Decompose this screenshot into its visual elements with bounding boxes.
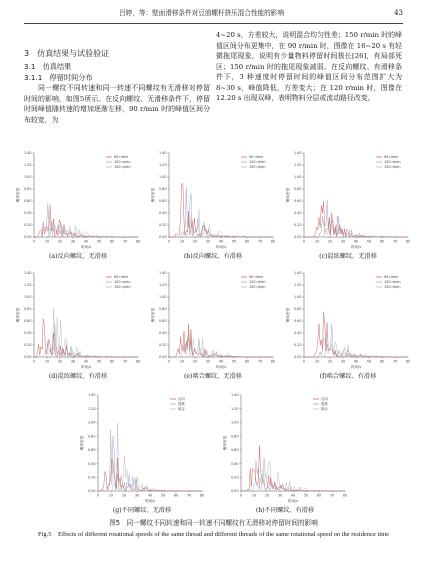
x-axis-label: 时间/s [80, 245, 92, 249]
y-tick-label: 1.40 [293, 151, 302, 156]
x-tick-label: 20 [192, 239, 198, 244]
legend-label: 120 r/min [384, 160, 401, 165]
series-trace [241, 458, 345, 491]
x-tick-label: 10 [179, 239, 185, 244]
y-tick-label: 1.20 [87, 406, 96, 411]
y-tick-label: 0.00 [293, 235, 302, 240]
x-tick-label: 20 [327, 359, 333, 364]
series-trace [34, 319, 138, 357]
legend-label: 啮合 [178, 407, 185, 412]
x-tick-label: 60 [379, 359, 385, 364]
y-tick-label: 0.20 [23, 223, 32, 228]
x-tick-label: 0 [302, 359, 306, 364]
y-tick-label: 0.60 [23, 319, 32, 324]
x-tick-label: 40 [147, 493, 153, 498]
series-trace [169, 324, 273, 357]
x-tick-label: 40 [290, 493, 296, 498]
panel-e-plot [149, 265, 277, 371]
x-tick-label: 30 [205, 359, 211, 364]
x-tick-label: 80 [135, 359, 141, 364]
y-tick-label: 0.00 [158, 355, 167, 360]
y-tick-label: 0.40 [158, 331, 167, 336]
y-tick-label: 0.20 [230, 475, 239, 480]
y-tick-label: 0.00 [23, 355, 32, 360]
y-tick-label: 0.80 [293, 187, 302, 192]
legend-label: 120 r/min [249, 160, 266, 165]
x-tick-label: 10 [251, 493, 257, 498]
x-tick-label: 50 [96, 239, 102, 244]
y-tick-label: 0.00 [230, 489, 239, 494]
x-tick-label: 70 [392, 359, 398, 364]
x-axis-label: 时间/s [350, 365, 362, 369]
y-tick-label: 0.20 [293, 343, 302, 348]
legend-label: 90 r/min [384, 275, 399, 280]
y-tick-label: 0.80 [293, 307, 302, 312]
x-tick-label: 50 [231, 239, 237, 244]
panel-g-caption: (g)不同螺纹、无滑移 [112, 507, 172, 514]
page-number: 43 [394, 9, 403, 17]
y-axis-label: 概率密度 [80, 435, 84, 451]
x-tick-label: 30 [205, 239, 211, 244]
x-tick-label: 40 [218, 239, 224, 244]
figure-panel-b [149, 145, 277, 261]
y-tick-label: 1.00 [23, 295, 32, 300]
y-tick-label: 0.20 [23, 343, 32, 348]
y-tick-label: 0.80 [158, 307, 167, 312]
y-tick-label: 1.00 [158, 175, 167, 180]
subsection-heading: 3.1 仿真结果 [24, 62, 72, 71]
y-tick-label: 0.20 [293, 223, 302, 228]
x-tick-label: 30 [277, 493, 283, 498]
panel-d-plot [14, 265, 142, 371]
body-paragraph-left: 同一螺纹不同转速和同一转速不同螺纹有无滑移对停留时间的影响，如图5所示。在反向螺纹、无滑移条件下，停留时间峰值随转速的增加逐渐左移，90 r/min 时的峰值区间分布较宽，为 [24, 84, 210, 124]
x-tick-label: 60 [109, 359, 115, 364]
subsubsection-heading: 3.1.1 停留时间分布 [24, 72, 93, 82]
x-tick-label: 40 [353, 359, 359, 364]
legend-label: 90 r/min [384, 155, 399, 160]
y-tick-label: 0.20 [158, 223, 167, 228]
y-tick-label: 0.60 [293, 199, 302, 204]
y-tick-label: 0.40 [23, 331, 32, 336]
series-trace [98, 430, 202, 491]
x-tick-label: 50 [366, 359, 372, 364]
y-tick-label: 0.20 [87, 475, 96, 480]
x-tick-label: 30 [134, 493, 140, 498]
series-trace [304, 312, 408, 357]
panel-d-caption: (d)混练螺纹、有滑移 [48, 373, 108, 380]
left-text-column [24, 30, 210, 125]
x-tick-label: 0 [302, 239, 306, 244]
figure-caption-english: Fig.5 Effects of different rotational speeds of the same thread and different threads of the same rotational speed on the residence time [37, 531, 390, 538]
right-text-column [216, 30, 402, 104]
y-tick-label: 0.80 [158, 187, 167, 192]
y-tick-label: 1.00 [293, 175, 302, 180]
legend-label: 90 r/min [249, 275, 264, 280]
y-tick-label: 1.20 [158, 283, 167, 288]
panel-c-plot [284, 145, 412, 251]
figure-panel-e [149, 265, 277, 381]
x-axis-label: 时间/s [215, 365, 227, 369]
series-trace [304, 200, 408, 237]
figure-panel-h [221, 387, 349, 515]
x-tick-label: 60 [316, 493, 322, 498]
figure-panel-d [14, 265, 142, 381]
y-tick-label: 0.40 [158, 211, 167, 216]
x-axis-label: 时间/s [215, 245, 227, 249]
panel-a-caption: (a)反向螺纹、无滑移 [48, 253, 108, 260]
x-tick-label: 80 [270, 239, 276, 244]
x-tick-label: 0 [167, 239, 171, 244]
x-tick-label: 10 [44, 239, 50, 244]
x-axis-label: 时间/s [80, 365, 92, 369]
y-tick-label: 0.40 [230, 461, 239, 466]
x-axis-label: 时间/s [144, 499, 156, 503]
panel-f-caption: (f)啮合螺纹、有滑移 [319, 373, 377, 380]
y-tick-label: 0.00 [23, 235, 32, 240]
figure-panel-g [78, 387, 206, 515]
y-tick-label: 1.00 [23, 175, 32, 180]
y-tick-label: 1.40 [23, 151, 32, 156]
legend-label: 90 r/min [249, 155, 264, 160]
x-tick-label: 70 [257, 359, 263, 364]
series-trace [98, 423, 202, 491]
y-axis-label: 概率密度 [286, 307, 290, 323]
panel-h-caption: (h)不同螺纹、有滑移 [255, 507, 315, 514]
x-tick-label: 70 [186, 493, 192, 498]
panel-e-caption: (e)啮合螺纹、无滑移 [184, 373, 242, 380]
x-tick-label: 0 [32, 239, 36, 244]
series-trace [98, 458, 202, 491]
y-tick-label: 0.60 [158, 199, 167, 204]
y-tick-label: 0.60 [158, 319, 167, 324]
x-tick-label: 60 [173, 493, 179, 498]
x-tick-label: 60 [244, 359, 250, 364]
y-tick-label: 0.40 [293, 211, 302, 216]
legend-label: 反向 [321, 397, 328, 402]
x-tick-label: 40 [353, 239, 359, 244]
series-trace [169, 209, 273, 237]
x-tick-label: 60 [379, 239, 385, 244]
x-tick-label: 80 [135, 239, 141, 244]
y-tick-label: 0.60 [293, 319, 302, 324]
legend-label: 150 r/min [249, 165, 266, 170]
series-trace [169, 184, 273, 238]
x-tick-label: 0 [167, 359, 171, 364]
x-tick-label: 20 [264, 493, 270, 498]
y-tick-label: 1.20 [158, 163, 167, 168]
legend-label: 90 r/min [114, 275, 129, 280]
panel-g-plot [78, 387, 206, 505]
legend-label: 啮合 [321, 407, 328, 412]
y-axis-label: 概率密度 [151, 307, 155, 323]
legend-label: 150 r/min [114, 165, 131, 170]
series-trace [34, 309, 138, 357]
x-tick-label: 30 [340, 359, 346, 364]
x-tick-label: 10 [44, 359, 50, 364]
section-heading: 3 仿真结果与试验验证 [24, 49, 110, 58]
y-tick-label: 1.00 [293, 295, 302, 300]
x-tick-label: 20 [57, 359, 63, 364]
series-trace [304, 201, 408, 237]
y-tick-label: 1.40 [158, 151, 167, 156]
legend-label: 90 r/min [114, 155, 129, 160]
legend-label: 150 r/min [249, 285, 266, 290]
y-tick-label: 1.20 [293, 283, 302, 288]
x-tick-label: 40 [83, 359, 89, 364]
legend-label: 120 r/min [384, 280, 401, 285]
x-tick-label: 30 [70, 239, 76, 244]
x-tick-label: 10 [314, 239, 320, 244]
x-tick-label: 70 [392, 239, 398, 244]
y-tick-label: 0.60 [230, 448, 239, 453]
legend-label: 120 r/min [114, 160, 131, 165]
legend-label: 120 r/min [114, 280, 131, 285]
figure-panel-f [284, 265, 412, 381]
legend-label: 150 r/min [384, 165, 401, 170]
x-tick-label: 70 [122, 359, 128, 364]
y-tick-label: 1.00 [158, 295, 167, 300]
x-tick-label: 10 [314, 359, 320, 364]
y-axis-label: 概率密度 [16, 187, 20, 203]
panel-b-plot [149, 145, 277, 251]
y-tick-label: 0.00 [158, 235, 167, 240]
x-tick-label: 80 [405, 359, 411, 364]
x-tick-label: 80 [405, 239, 411, 244]
x-axis-label: 时间/s [350, 245, 362, 249]
panel-a-plot [14, 145, 142, 251]
y-tick-label: 0.40 [87, 461, 96, 466]
y-tick-label: 1.40 [87, 393, 96, 398]
x-tick-label: 50 [366, 239, 372, 244]
figure-panel-c [284, 145, 412, 261]
series-trace [304, 342, 408, 357]
y-tick-label: 0.80 [230, 434, 239, 439]
y-tick-label: 1.00 [87, 420, 96, 425]
body-paragraph-right: 4~20 s，方差较大，说明混合均匀性差；150 r/min 时的峰值区间分布更集中，在 90 r/min 时，图像在 16~20 s 有轻微拖尾现象，说明有少量物料停留时间极长[26]，有局部死区；150 r/min 时的拖尾现象减弱。在反向螺纹、有滑移条件下，3 种速度时停留时间的峰值区间分布范围扩大为 8~30 s，峰值降低，方差变大；在 120 r/min 时，图像在 12.20 s 出现双峰，表明物料分层或流动路径改变。 [216, 31, 402, 102]
x-tick-label: 50 [303, 493, 309, 498]
y-tick-label: 0.60 [23, 199, 32, 204]
y-tick-label: 1.20 [230, 406, 239, 411]
x-tick-label: 30 [340, 239, 346, 244]
x-tick-label: 70 [329, 493, 335, 498]
y-axis-label: 概率密度 [223, 435, 227, 451]
x-tick-label: 10 [179, 359, 185, 364]
x-tick-label: 10 [108, 493, 114, 498]
y-tick-label: 0.40 [23, 211, 32, 216]
x-tick-label: 60 [109, 239, 115, 244]
x-tick-label: 0 [239, 493, 243, 498]
y-tick-label: 0.80 [23, 307, 32, 312]
x-tick-label: 0 [96, 493, 100, 498]
x-tick-label: 80 [342, 493, 348, 498]
y-tick-label: 0.00 [293, 355, 302, 360]
x-tick-label: 20 [121, 493, 127, 498]
series-trace [34, 205, 138, 237]
legend-label: 150 r/min [384, 285, 401, 290]
legend-label: 混炼 [321, 402, 328, 407]
figure-panel-a [14, 145, 142, 261]
y-tick-label: 0.00 [87, 489, 96, 494]
x-tick-label: 70 [122, 239, 128, 244]
x-tick-label: 40 [83, 239, 89, 244]
y-tick-label: 1.20 [23, 163, 32, 168]
x-tick-label: 60 [244, 239, 250, 244]
y-tick-label: 1.20 [293, 163, 302, 168]
x-tick-label: 50 [96, 359, 102, 364]
y-tick-label: 0.60 [87, 448, 96, 453]
y-tick-label: 0.80 [23, 187, 32, 192]
y-axis-label: 概率密度 [151, 187, 155, 203]
panel-f-plot [284, 265, 412, 371]
y-tick-label: 1.00 [230, 420, 239, 425]
legend-label: 120 r/min [249, 280, 266, 285]
y-tick-label: 1.40 [230, 393, 239, 398]
x-axis-label: 时间/s [287, 499, 299, 503]
panel-h-plot [221, 387, 349, 505]
running-title: 吕婷，等：壁面滑移条件对豆油螺杆挤压混合性能的影响 [119, 9, 284, 17]
x-tick-label: 80 [270, 359, 276, 364]
y-tick-label: 1.40 [158, 271, 167, 276]
running-head [24, 9, 403, 23]
figure-caption-chinese: 图5 同一螺纹不同转速和同一转速不同螺纹有无滑移对停留时间的影响 [109, 519, 318, 527]
y-tick-label: 1.40 [23, 271, 32, 276]
x-tick-label: 20 [192, 359, 198, 364]
x-tick-label: 50 [231, 359, 237, 364]
x-tick-label: 80 [199, 493, 205, 498]
legend-label: 反向 [178, 397, 185, 402]
panel-b-caption: (b)反向螺纹、有滑移 [183, 253, 243, 260]
x-tick-label: 20 [327, 239, 333, 244]
header-rule [24, 23, 403, 24]
y-tick-label: 0.20 [158, 343, 167, 348]
y-tick-label: 1.20 [23, 283, 32, 288]
x-tick-label: 40 [218, 359, 224, 364]
legend-label: 混炼 [178, 402, 185, 407]
x-tick-label: 20 [57, 239, 63, 244]
x-tick-label: 70 [257, 239, 263, 244]
y-axis-label: 概率密度 [286, 187, 290, 203]
x-tick-label: 30 [70, 359, 76, 364]
x-tick-label: 50 [160, 493, 166, 498]
y-tick-label: 0.40 [293, 331, 302, 336]
series-trace [304, 325, 408, 357]
y-tick-label: 1.40 [293, 271, 302, 276]
y-axis-label: 概率密度 [16, 307, 20, 323]
legend-label: 150 r/min [114, 285, 131, 290]
panel-c-caption: (c)混练螺纹、无滑移 [319, 253, 377, 260]
x-tick-label: 0 [32, 359, 36, 364]
y-tick-label: 0.80 [87, 434, 96, 439]
